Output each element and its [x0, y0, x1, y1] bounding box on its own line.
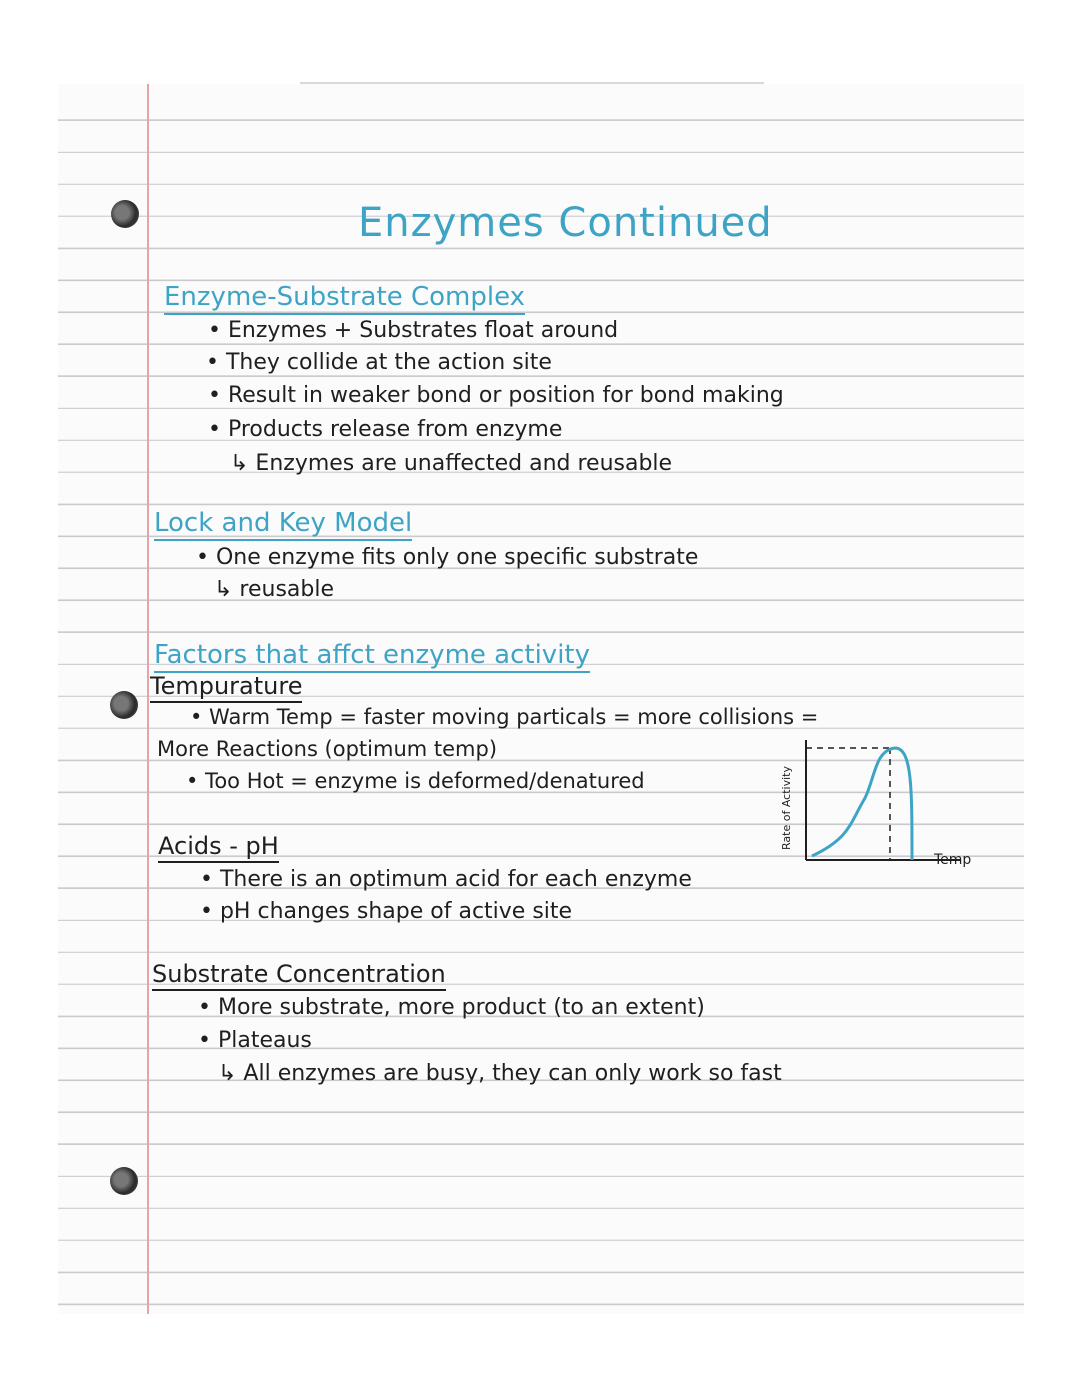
section-heading-lock-key: Lock and Key Model	[154, 508, 412, 541]
lock-key-bullet: • One enzyme fits only one specific substrate	[196, 545, 699, 570]
complex-bullet-1: • Enzymes + Substrates float around	[208, 318, 619, 343]
section-heading-factors: Factors that affct enzyme activity	[154, 640, 590, 673]
margin-line	[147, 84, 149, 1314]
substrate-line-1: • More substrate, more product (to an extent)	[198, 995, 705, 1020]
subheading-temperature: Tempurature	[150, 672, 302, 703]
section-heading-complex: Enzyme-Substrate Complex	[164, 282, 525, 315]
acids-line-1: • There is an optimum acid for each enzyme	[200, 867, 692, 892]
graph-y-label: Rate of Activity	[780, 766, 793, 850]
complex-bullet-2: • They collide at the action site	[206, 350, 552, 375]
temperature-line-1: • Warm Temp = faster moving particals = more collisions =	[190, 705, 819, 729]
binder-hole-bottom	[110, 1167, 138, 1195]
subheading-substrate: Substrate Concentration	[152, 960, 446, 991]
substrate-line-3: ↳ All enzymes are busy, they can only work so fast	[218, 1061, 782, 1086]
temperature-activity-graph	[770, 728, 1000, 878]
page-title: Enzymes Continued	[358, 200, 773, 246]
substrate-line-2: • Plateaus	[198, 1028, 312, 1053]
binder-hole-middle	[110, 691, 138, 719]
complex-subpoint: ↳ Enzymes are unaffected and reusable	[230, 451, 673, 476]
complex-bullet-4: • Products release from enzyme	[208, 417, 563, 442]
subheading-acids: Acids - pH	[158, 832, 279, 863]
acids-line-2: • pH changes shape of active site	[200, 899, 573, 924]
complex-bullet-3: • Result in weaker bond or position for bond making	[208, 383, 784, 408]
graph-x-label: Temp	[934, 852, 972, 868]
temperature-line-3: • Too Hot = enzyme is deformed/denatured	[186, 769, 645, 793]
temperature-line-2: More Reactions (optimum temp)	[157, 737, 498, 761]
lock-key-subpoint: ↳ reusable	[214, 577, 335, 602]
graph-activity-curve	[812, 748, 912, 860]
binder-hole-top	[111, 200, 139, 228]
